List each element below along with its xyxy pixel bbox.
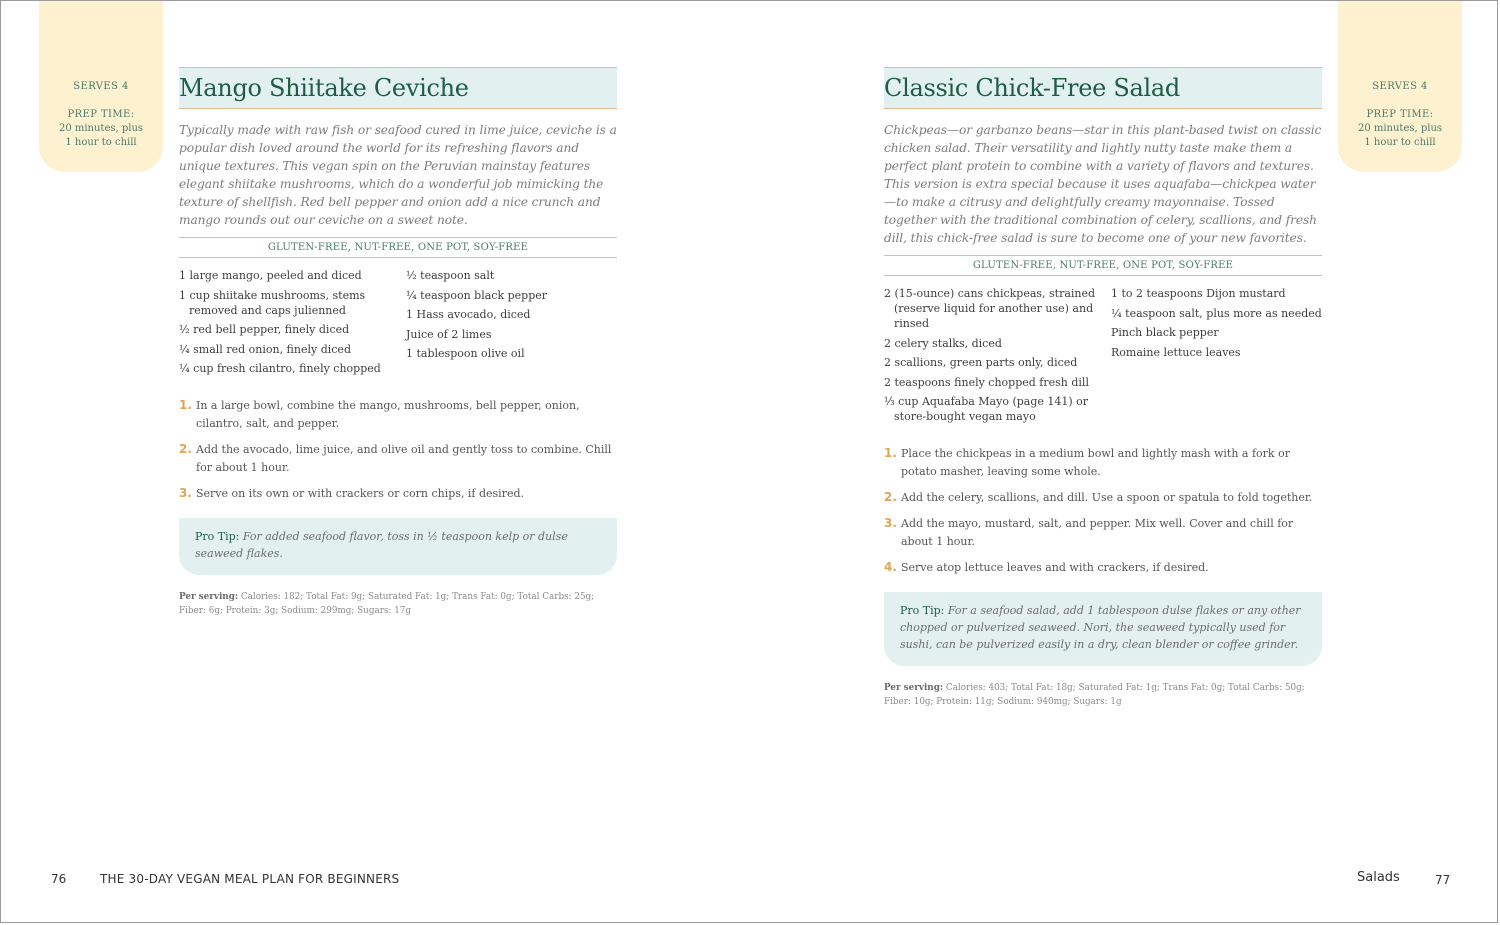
ingredients-column: [406, 268, 547, 381]
ingredient-item: ⅓ cup Aquafaba Mayo (page 141) or store-bought vegan mayo: [884, 395, 1089, 423]
instruction-step: [884, 489, 1322, 507]
recipe-mango-ceviche: [179, 67, 617, 618]
pro-tip-label: Pro Tip:: [195, 529, 240, 543]
ingredient-item: Pinch black pepper: [1111, 326, 1219, 339]
nutrition-label: Per serving:: [884, 682, 944, 693]
instruction-step: [884, 515, 1322, 551]
ingredients-column: [1111, 286, 1322, 429]
ingredients-list: [179, 268, 617, 381]
prep-time-label: PREP TIME:: [67, 109, 135, 120]
prep-time-label: PREP TIME:: [1366, 109, 1434, 120]
nutrition-values: Calories: 182; Total Fat: 9g; Saturated Fat: 1g; Trans Fat: 0g; Total Carbs: 25g; Fiber: 6g; Protein: 3g; Sodium: 299mg; Sugars: 17g: [179, 591, 595, 616]
recipe-title-bar: [179, 67, 617, 109]
nutrition-info: [179, 590, 617, 618]
instruction-step: [179, 441, 617, 477]
ingredient-item: 2 teaspoons finely chopped fresh dill: [884, 375, 1089, 389]
recipe-title-bar: [884, 67, 1322, 109]
instruction-step: [884, 445, 1322, 481]
recipe-title: Classic Chick-Free Salad: [884, 74, 1180, 102]
serves-label: SERVES 4: [1372, 81, 1428, 92]
ingredient-item: ¼ cup fresh cilantro, finely chopped: [179, 362, 381, 375]
ingredient-item: ½ teaspoon salt: [406, 269, 495, 282]
recipe-chick-free-salad: [884, 67, 1322, 709]
step-number: 1.: [884, 445, 897, 460]
pro-tip-text: For added seafood flavor, toss in ½ teaspoon kelp or dulse seaweed flakes.: [195, 529, 568, 560]
step-number: 2.: [179, 441, 192, 456]
ingredient-item: 1 Hass avocado, diced: [406, 308, 531, 321]
step-number: 3.: [179, 485, 192, 500]
instruction-step: [179, 485, 617, 503]
pro-tip-label: Pro Tip:: [900, 603, 945, 617]
dietary-tags: GLUTEN-FREE, NUT-FREE, ONE POT, SOY-FREE: [884, 255, 1322, 276]
nutrition-label: Per serving:: [179, 591, 239, 602]
step-number: 4.: [884, 559, 897, 574]
prep-time-value: 20 minutes, plus: [58, 123, 144, 134]
running-title: THE 30-DAY VEGAN MEAL PLAN FOR BEGINNERS: [100, 872, 400, 886]
ingredient-item: 1 large mango, peeled and diced: [179, 269, 362, 282]
ingredients-column: [179, 268, 406, 381]
pro-tip-box: [179, 518, 617, 575]
recipe-intro: Typically made with raw fish or seafood cured in lime juice, ceviche is a popular dish loved around the world for its refreshing flavors and unique textures. This vegan spin on the Peruvian mainstay features elegant shiitake mushrooms, which do a wonderful job mimicking the texture of shellfish. Red bell pepper and onion add a nice crunch and mango rounds out our ceviche on a sweet note.: [179, 123, 617, 227]
ingredient-item: 2 (15-ounce) cans chickpeas, strained (reserve liquid for another use) and rinsed: [884, 287, 1096, 330]
recipe-title: Mango Shiitake Ceviche: [179, 74, 469, 102]
step-text: In a large bowl, combine the mango, mushrooms, bell pepper, onion, cilantro, salt, and pepper.: [196, 398, 580, 430]
prep-time: [39, 108, 163, 150]
instructions-list: [179, 397, 617, 503]
ingredients-column: [884, 286, 1111, 429]
ingredient-item: 1 cup shiitake mushrooms, stems removed and caps julienned: [179, 288, 366, 317]
prep-time-value: 1 hour to chill: [65, 137, 137, 148]
ingredients-list: [884, 286, 1322, 429]
ingredient-item: Juice of 2 limes: [406, 327, 492, 341]
page-number-right: 77: [1435, 873, 1451, 887]
serving-info-tab: [39, 1, 163, 172]
step-text: Add the avocado, lime juice, and olive oil and gently toss to combine. Chill for about 1 hour.: [196, 442, 612, 474]
instructions-list: [884, 445, 1322, 577]
nutrition-values: Calories: 403; Total Fat: 18g; Saturated Fat: 1g; Trans Fat: 0g; Total Carbs: 50g; Fiber: 10g; Protein: 11g; Sodium: 940mg; Sugars: 1g: [884, 682, 1305, 707]
ingredient-item: ¼ small red onion, finely diced: [179, 342, 351, 356]
ingredient-item: ¼ teaspoon black pepper: [406, 288, 548, 302]
prep-time: [1338, 108, 1462, 150]
serves-label: SERVES 4: [73, 81, 129, 92]
pro-tip-box: [884, 592, 1322, 666]
page-number-left: 76: [51, 872, 67, 886]
pro-tip-text: For a seafood salad, add 1 tablespoon dulse flakes or any other chopped or pulverized seaweed. Nori, the seaweed typically used for sushi, can be pulverized easily in a dry, clean blender or coffee grinder.: [900, 603, 1301, 651]
step-text: Serve on its own or with crackers or corn chips, if desired.: [196, 486, 525, 500]
step-number: 1.: [179, 397, 192, 412]
ingredient-item: 1 to 2 teaspoons Dijon mustard: [1111, 287, 1286, 300]
step-text: Add the celery, scallions, and dill. Use a spoon or spatula to fold together.: [901, 490, 1313, 504]
section-name: Salads: [1357, 870, 1400, 885]
step-number: 3.: [884, 515, 897, 530]
step-text: Serve atop lettuce leaves and with crackers, if desired.: [901, 560, 1209, 574]
step-text: Add the mayo, mustard, salt, and pepper. Mix well. Cover and chill for about 1 hour.: [901, 516, 1294, 548]
prep-time-value: 20 minutes, plus: [1357, 123, 1443, 134]
ingredient-item: ¼ teaspoon salt, plus more as needed: [1111, 306, 1322, 320]
ingredient-item: 2 celery stalks, diced: [884, 336, 1002, 350]
prep-time-value: 1 hour to chill: [1364, 137, 1436, 148]
dietary-tags: GLUTEN-FREE, NUT-FREE, ONE POT, SOY-FREE: [179, 237, 617, 258]
instruction-step: [179, 397, 617, 433]
step-number: 2.: [884, 489, 897, 504]
ingredient-item: 1 tablespoon olive oil: [406, 347, 525, 360]
serving-info-tab: [1338, 1, 1462, 172]
step-text: Place the chickpeas in a medium bowl and lightly mash with a fork or potato masher, leaving some whole.: [901, 446, 1290, 478]
instruction-step: [884, 559, 1322, 577]
ingredient-item: Romaine lettuce leaves: [1111, 345, 1241, 359]
nutrition-info: [884, 681, 1322, 709]
ingredient-item: 2 scallions, green parts only, diced: [884, 356, 1078, 369]
ingredient-item: ½ red bell pepper, finely diced: [179, 323, 350, 336]
recipe-intro: Chickpeas—or garbanzo beans—star in this plant-based twist on classic chicken salad. Their versatility and lightly nutty taste make them a perfect plant protein to combine with a variety of flavors and textures. This version is extra special because it uses aquafaba—chickpea water—to make a citrusy and delightfully creamy mayonnaise. Tossed together with the traditional combination of celery, scallions, and fresh dill, this chick-free salad is sure to become one of your new favorites.: [884, 123, 1322, 245]
